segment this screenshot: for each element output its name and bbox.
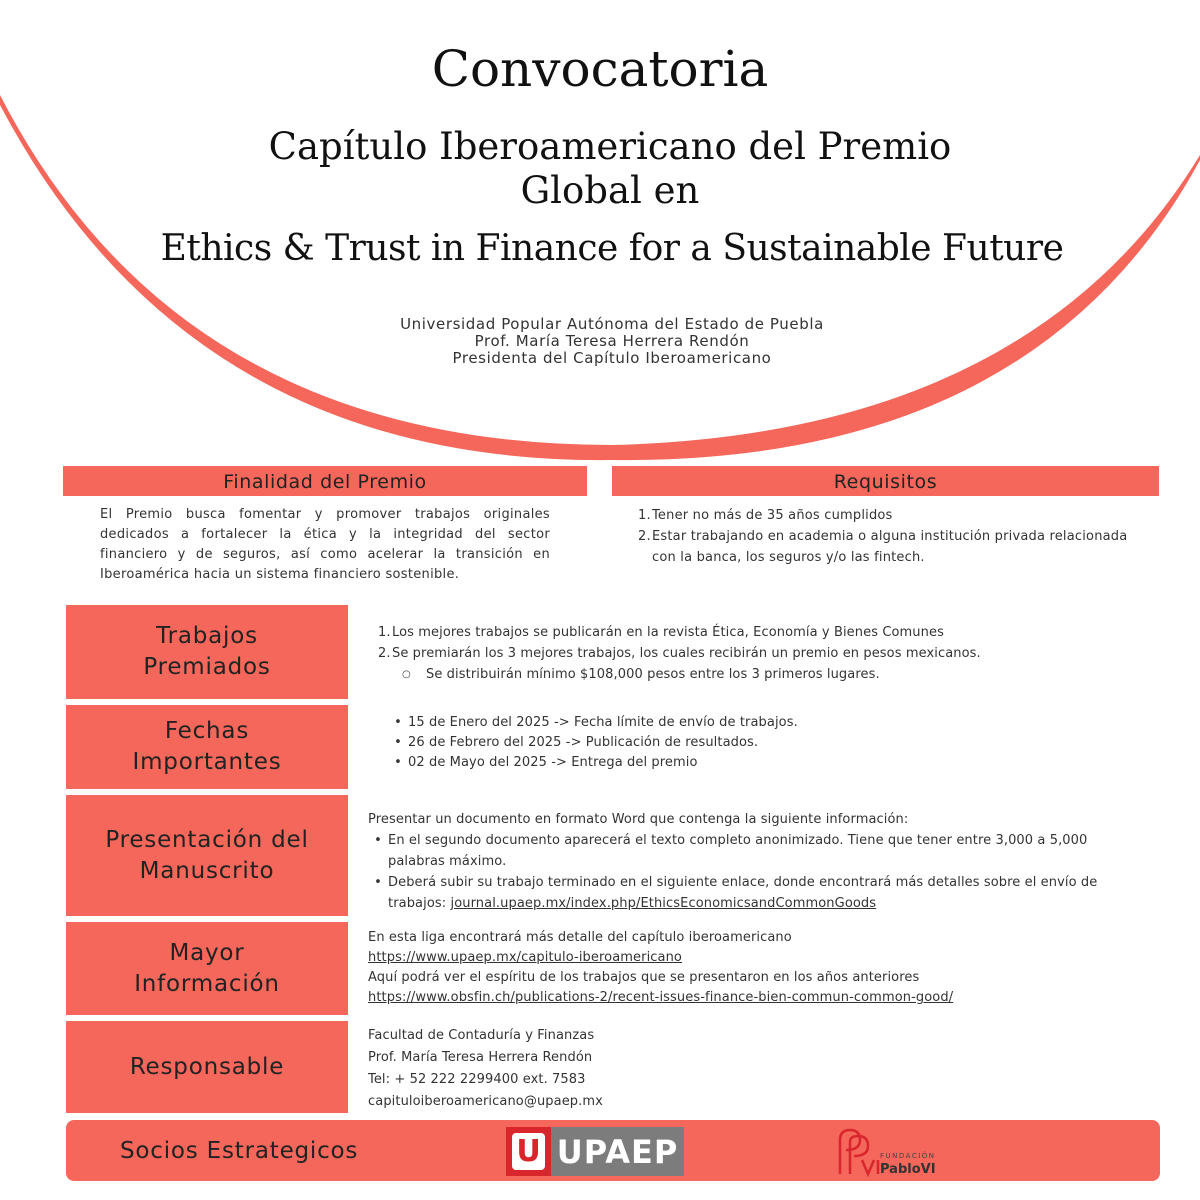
list-item [368,872,1138,914]
list-item [638,526,1148,568]
requisitos-heading: Requisitos [612,466,1159,496]
faculty-name: Facultad de Contaduría y Finanzas [368,1028,595,1043]
list-number: 1. [378,625,391,640]
mayor-informacion-content [368,928,1138,1008]
mayor-informacion-label [66,922,348,1015]
responsable-content [368,1025,1138,1113]
list-item [388,753,1158,773]
label-line: Manuscrito [139,857,275,884]
presentacion-manuscrito-content [368,809,1138,914]
journal-link[interactable]: journal.upaep.mx/index.php/EthicsEconomicsandCommonGoods [450,896,877,911]
list-text [388,872,1138,914]
org-role: Presidenta del Capítulo Iberoamericano [452,349,772,367]
list-text: En el segundo documento aparecerá el texto completo anonimizado. Tiene que tener entre 3,000 a 5,000 palabras máximo. [388,833,1088,869]
label-line: Responsable [129,1053,285,1080]
label-line: Trabajos [156,623,258,649]
org-person: Prof. María Teresa Herrera Rendón [474,332,750,350]
upaep-mark [506,1127,551,1176]
page-title: Convocatoria [431,40,769,98]
bullet-icon: • [394,735,402,750]
list-item [638,505,1148,526]
date-item: 15 de Enero del 2025 -> Fecha límite de envío de trabajos. [408,715,798,730]
organization-block [0,316,1200,367]
list-number: 2. [638,529,651,544]
obsfin-link[interactable]: https://www.obsfin.ch/publications-2/recent-issues-finance-bien-commun-common-good/ [368,990,954,1005]
trabajos-premiados-content [378,622,1148,685]
list-text: Estar trabajando en academia o alguna institución privada relacionada con la banca, los seguros y/o las fintech. [652,529,1128,565]
label-line: Información [134,970,280,997]
submission-text: Deberá subir su trabajo terminado en el siguiente enlace, donde encontrará más detalles sobre el envío de trabajos: [388,875,1098,911]
date-item: 02 de Mayo del 2025 -> Entrega del premio [408,755,698,770]
subtitle-line-2: Global en [520,169,700,212]
label-line: Premiados [143,654,271,680]
list-item [388,713,1158,733]
upaep-mark-inner [512,1133,545,1170]
upaep-logo [506,1127,684,1176]
list-text: Se premiarán los 3 mejores trabajos, los cuales recibirán un premio en pesos mexicanos. [392,646,981,661]
bullet-icon: • [374,875,382,890]
responsable-label [66,1021,348,1113]
subtitle-line-1: Capítulo Iberoamericano del Premio [268,125,952,168]
list-text: Se distribuirán mínimo $108,000 pesos entre los 3 primeros lugares. [426,667,880,682]
date-item: 26 de Febrero del 2025 -> Publicación de resultados. [408,735,759,750]
org-name: Universidad Popular Autónoma del Estado de Puebla [400,315,824,333]
list-sub-item [378,664,1148,685]
upaep-wordmark: UPAEP [551,1127,684,1176]
intro-text: Presentar un documento en formato Word que contenga la siguiente información: [368,812,909,827]
label-line: Importantes [132,749,282,775]
list-item [378,643,1148,664]
finalidad-heading: Finalidad del Premio [63,466,587,496]
info-text: Aquí podrá ver el espíritu de los trabajos que se presentaron en los años anteriores [368,970,920,985]
list-number: 1. [638,508,651,523]
label-line: Fechas [164,718,250,744]
partners-label: Socios Estrategicos [120,1138,359,1164]
info-text: En esta liga encontrará más detalle del capítulo iberoamericano [368,930,792,945]
contact-name: Prof. María Teresa Herrera Rendón [368,1050,593,1065]
finalidad-text: El Premio busca fomentar y promover trabajos originales dedicados a fortalecer la ética y la integridad del sector financiero y de seguros, así como acelerar la transición en Iberoamérica hacia un sistema financiero sostenible. [100,507,550,582]
list-item [388,733,1158,753]
trabajos-premiados-label [66,605,348,699]
label-line: Presentación del [105,826,309,853]
headline: Ethics & Trust in Finance for a Sustainable Future [160,228,1064,269]
presentacion-manuscrito-label [66,795,348,916]
capitulo-link[interactable]: https://www.upaep.mx/capitulo-iberoamericano [368,950,682,965]
contact-phone: Tel: + 52 222 2299400 ext. 7583 [368,1072,586,1087]
list-item [368,830,1138,872]
contact-email: capituloiberoamericano@upaep.mx [368,1094,603,1109]
page-subtitle [150,125,1070,213]
bullet-icon: • [374,833,382,848]
requisitos-list [638,505,1148,568]
fechas-importantes-content [388,713,1158,773]
list-item [378,622,1148,643]
label-line: Mayor [169,939,245,966]
bullet-icon: • [394,715,402,730]
pablo-fund-text: FUNDACIÓN [880,1152,936,1160]
upaep-letter: U [516,1133,541,1169]
list-text: Tener no más de 35 años cumplidos [652,508,893,523]
circle-bullet-icon: ○ [402,669,411,680]
fechas-importantes-label [66,705,348,789]
pablo-name-text: PabloVI [880,1162,936,1177]
list-text: Los mejores trabajos se publicarán en la revista Ética, Economía y Bienes Comunes [392,625,944,640]
list-number: 2. [378,646,391,661]
bullet-icon: • [394,755,402,770]
